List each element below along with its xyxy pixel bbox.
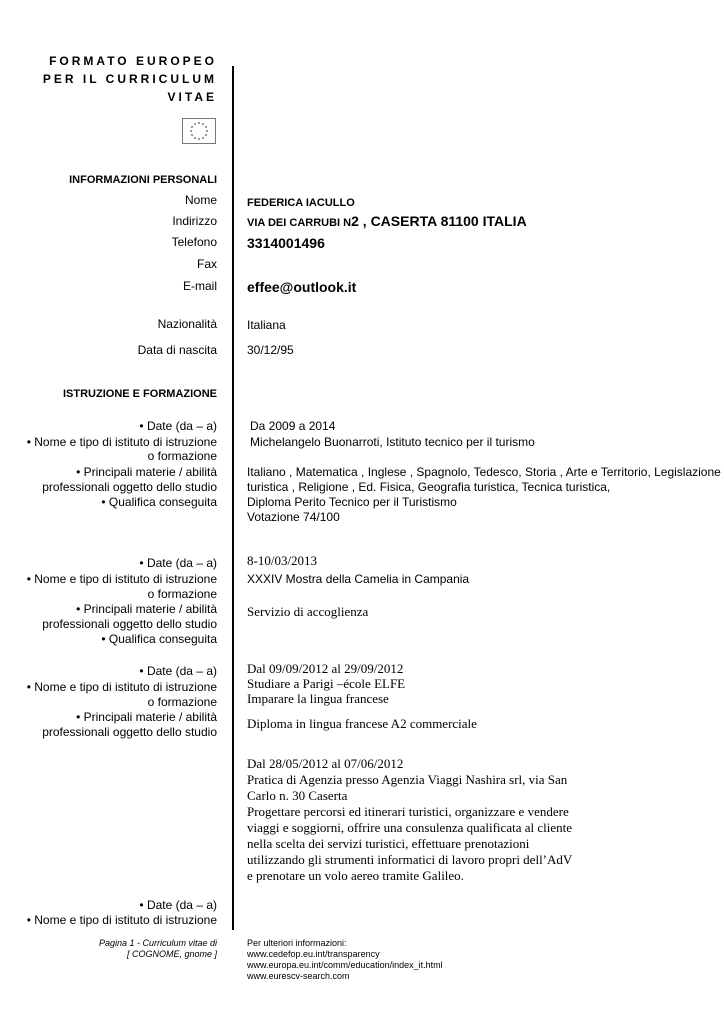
entry4-line: nella scelta dei servizi turistici, effettuare prenotazioni	[247, 836, 530, 851]
title-line-3: VITAE	[167, 90, 217, 104]
label-subjects: • Principali materie / abilità	[76, 602, 217, 616]
value-birthdate: 30/12/95	[247, 343, 294, 357]
entry1-subjects-line2: turistica , Religione , Ed. Fisica, Geografia turistica, Tecnica turistica,	[247, 480, 611, 494]
entry2-institute: XXXIV Mostra della Camelia in Campania	[247, 572, 470, 586]
value-phone: 3314001496	[247, 235, 325, 251]
entry4-line: viaggi e soggiorni, offrire una consulenza qualificata al cliente	[247, 820, 572, 835]
footer-info-label: Per ulteriori informazioni:	[247, 938, 347, 948]
footer-page-info	[99, 938, 217, 960]
label-birthdate: Data di nascita	[137, 343, 217, 357]
entry3-institute: Studiare a Parigi –école ELFE	[247, 676, 406, 691]
entry4-line: utilizzando gli strumenti informatici di lavoro propri dell’AdV	[247, 852, 573, 867]
vertical-divider	[232, 66, 234, 930]
cv-title	[43, 52, 217, 106]
value-email: effee@outlook.it	[247, 279, 357, 295]
label-subjects-cont: professionali oggetto dello studio	[42, 617, 217, 631]
label-qualification: • Qualifica conseguita	[101, 632, 217, 646]
entry4-line: e prenotare un volo aereo tramite Galileo.	[247, 868, 464, 883]
label-dates: • Date (da – a)	[139, 419, 217, 433]
entry1-subjects-line1: Italiano , Matematica , Inglese , Spagnolo, Tedesco, Storia , Arte e Territorio, Legislazione	[247, 465, 721, 479]
entry4-line: Carlo n. 30 Caserta	[247, 788, 348, 803]
entry1-institute: Michelangelo Buonarroti, Istituto tecnico per il turismo	[250, 435, 535, 449]
value-name: FEDERICA IACULLO	[247, 197, 355, 209]
entry3-detail: Imparare la lingua francese	[247, 691, 389, 706]
label-institute: • Nome e tipo di istituto di istruzione	[26, 680, 217, 694]
label-subjects: • Principali materie / abilità	[76, 710, 217, 724]
entry1-grade: Votazione 74/100	[247, 510, 340, 524]
label-dates: • Date (da – a)	[139, 556, 217, 570]
address-street: VIA DEI CARRUBI N	[247, 217, 352, 229]
label-fax: Fax	[196, 257, 217, 271]
label-qualification: • Qualifica conseguita	[101, 495, 217, 509]
section-title-personal: INFORMAZIONI PERSONALI	[69, 174, 217, 186]
address-city: 2 , CASERTA 81100 ITALIA	[351, 213, 527, 229]
entry4-line: Progettare percorsi ed itinerari turistici, organizzare e vendere	[247, 804, 569, 819]
label-institute-cont: o formazione	[147, 695, 217, 709]
title-line-2: PER IL CURRICULUM	[42, 72, 217, 86]
label-subjects-cont: professionali oggetto dello studio	[42, 725, 217, 739]
label-institute: • Nome e tipo di istituto di istruzione	[26, 435, 217, 449]
label-address: Indirizzo	[172, 214, 217, 228]
footer-name-placeholder: [ COGNOME, gnome ]	[126, 949, 217, 959]
title-line-1: FORMATO EUROPEO	[49, 54, 217, 68]
label-dates: • Date (da – a)	[139, 898, 217, 912]
label-subjects-cont: professionali oggetto dello studio	[42, 480, 217, 494]
footer-link-eurescv[interactable]: www.eurescv-search.com	[247, 971, 350, 981]
label-dates: • Date (da – a)	[139, 664, 217, 678]
label-institute: • Nome e tipo di istituto di istruzione	[26, 572, 217, 586]
entry1-qualification: Diploma Perito Tecnico per il Turistismo	[247, 495, 457, 509]
entry4-dates: Dal 28/05/2012 al 07/06/2012	[247, 756, 404, 771]
entry3-subjects: Diploma in lingua francese A2 commerciale	[247, 716, 477, 731]
entry3-dates: Dal 09/09/2012 al 29/09/2012	[247, 661, 404, 676]
entry2-dates: 8-10/03/2013	[247, 553, 318, 568]
eu-flag-icon	[182, 118, 216, 144]
label-institute-cont: o formazione	[147, 449, 217, 463]
value-address	[247, 213, 527, 231]
label-nationality: Nazionalità	[157, 317, 217, 331]
footer-links	[247, 938, 443, 982]
footer-link-europa[interactable]: www.europa.eu.int/comm/education/index_it.html	[247, 960, 443, 970]
section-title-education: ISTRUZIONE E FORMAZIONE	[63, 388, 217, 400]
label-subjects: • Principali materie / abilità	[76, 465, 217, 479]
footer-link-cedefop[interactable]: www.cedefop.eu.int/transparency	[247, 949, 380, 959]
entry4-line: Pratica di Agenzia presso Agenzia Viaggi Nashira srl, via San	[247, 772, 568, 787]
label-phone: Telefono	[171, 235, 217, 249]
value-nationality: Italiana	[247, 318, 286, 332]
entry1-dates: Da 2009 a 2014	[250, 419, 336, 433]
label-institute: • Nome e tipo di istituto di istruzione	[26, 913, 217, 927]
label-institute-cont: o formazione	[147, 587, 217, 601]
entry2-subjects: Servizio di accoglienza	[247, 604, 369, 619]
label-email: E-mail	[182, 279, 217, 293]
label-name: Nome	[184, 193, 217, 207]
footer-page-label: Pagina 1 - Curriculum vitae di	[98, 938, 217, 948]
